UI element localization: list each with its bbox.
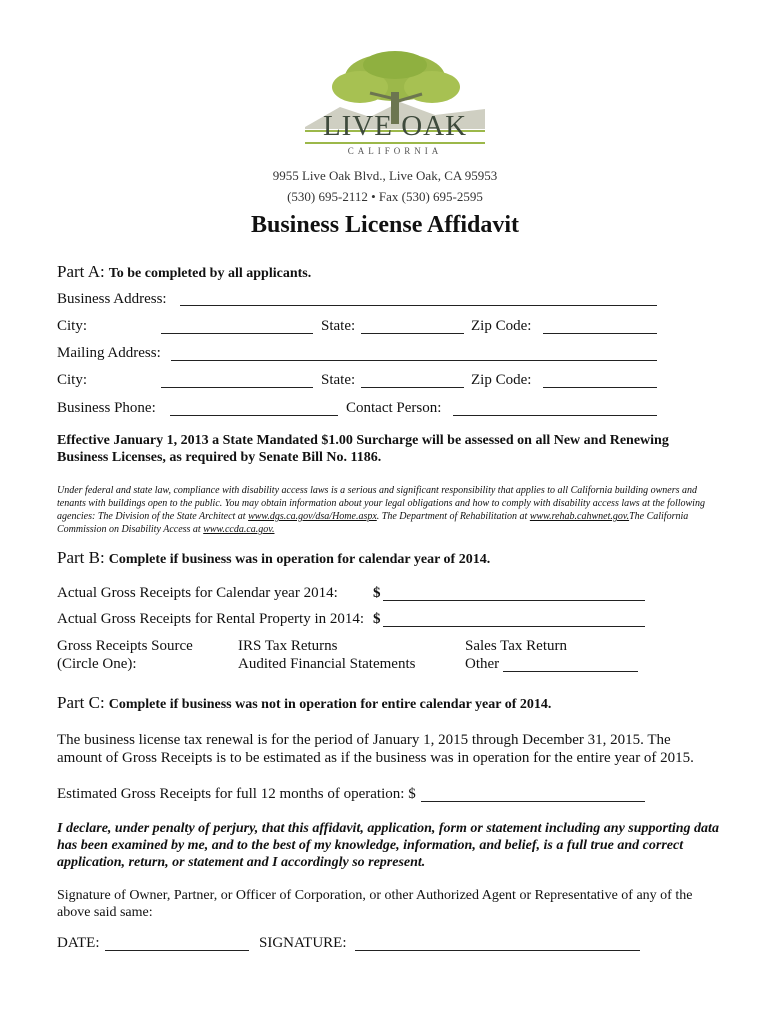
business-address-label: Business Address: <box>57 291 167 307</box>
part-c-paragraph-line-1: The business license tax renewal is for the period of January 1, 2015 through December 31, 2015. The <box>57 732 671 748</box>
part-c-heading <box>57 693 551 713</box>
city-label: City: <box>57 318 88 334</box>
zip-label: Zip Code: <box>471 318 532 334</box>
disability-text-3b: . The Department of Rehabilitation at <box>376 511 530 522</box>
receipts-2014-label: Actual Gross Receipts for Calendar year 2014: <box>57 585 338 601</box>
signature-label: SIGNATURE: <box>259 935 347 951</box>
ccda-link[interactable]: www.ccda.ca.gov. <box>203 524 275 535</box>
disability-text-4a: Commission on Disability Access at <box>57 524 204 535</box>
part-a-heading <box>57 262 311 282</box>
mailing-city-field[interactable] <box>161 387 313 388</box>
surcharge-notice-line-2: Business Licenses, as required by Senate Bill No. 1186. <box>57 450 382 465</box>
contact-person-label: Contact Person: <box>346 400 442 416</box>
disability-text-3a: agencies: The Division of the State Architect at <box>57 511 249 522</box>
option-audited-statements[interactable]: Audited Financial Statements <box>238 656 416 672</box>
option-irs-tax-returns[interactable]: IRS Tax Returns <box>238 638 338 654</box>
mailing-state-field[interactable] <box>361 387 464 388</box>
receipts-2014-field[interactable] <box>383 600 645 601</box>
state-field[interactable] <box>361 333 464 334</box>
part-c-label: Part C: <box>57 693 105 712</box>
phone-fax-line: (530) 695-2112 • Fax (530) 695-2595 <box>287 189 483 204</box>
rehab-link[interactable]: www.rehab.cahwnet.gov. <box>529 511 630 522</box>
option-other[interactable]: Other <box>465 656 500 672</box>
business-phone-label: Business Phone: <box>57 400 156 416</box>
address-line: 9955 Live Oak Blvd., Live Oak, CA 95953 <box>272 168 498 183</box>
business-phone-field[interactable] <box>170 415 338 416</box>
mailing-state-label: State: <box>321 372 356 388</box>
logo-title: LIVE OAK <box>322 110 468 142</box>
surcharge-notice-line-1: Effective January 1, 2013 a State Mandated $1.00 Surcharge will be assessed on all New and Renewing <box>57 433 669 448</box>
part-c-paragraph-line-2: amount of Gross Receipts is to be estimated as if the business was in operation for the entire year of 2015. <box>57 750 694 766</box>
estimated-receipts-label: Estimated Gross Receipts for full 12 months of operation: $ <box>57 786 416 802</box>
disability-notice-line-2: tenants with buildings open to the public. You may obtain information about your legal obligations and how to comply with disability access laws at the following <box>57 498 705 509</box>
disability-notice-line-3 <box>57 510 688 523</box>
part-a-description: To be completed by all applicants. <box>108 266 312 281</box>
logo-subtitle: CALIFORNIA <box>347 146 443 156</box>
signature-field[interactable] <box>355 950 640 951</box>
declaration-line-1: I declare, under penalty of perjury, that this affidavit, application, form or statement including any supporting data <box>57 821 719 836</box>
option-sales-tax-return[interactable]: Sales Tax Return <box>465 638 567 654</box>
disability-notice-line-4 <box>57 523 274 536</box>
declaration-line-3: application, return, or statement and I accordingly so represent. <box>57 855 426 870</box>
state-label: State: <box>321 318 356 334</box>
zip-field[interactable] <box>543 333 657 334</box>
declaration-line-2: has been examined by me, and to the best of my knowledge, information, and belief, is a full true and correct <box>57 838 684 853</box>
receipts-rental-dollar: $ <box>373 611 381 627</box>
other-field[interactable] <box>503 671 638 672</box>
mailing-address-field[interactable] <box>171 360 657 361</box>
contact-person-field[interactable] <box>453 415 657 416</box>
mailing-zip-field[interactable] <box>543 387 657 388</box>
receipts-rental-field[interactable] <box>383 626 645 627</box>
part-b-description: Complete if business was in operation for calendar year of 2014. <box>108 552 491 567</box>
business-address-field[interactable] <box>180 305 657 306</box>
logo-divider <box>305 142 485 144</box>
date-field[interactable] <box>105 950 249 951</box>
page-title: Business License Affidavit <box>250 212 520 238</box>
mailing-zip-label: Zip Code: <box>471 372 532 388</box>
city-field[interactable] <box>161 333 313 334</box>
source-label-2: (Circle One): <box>57 656 137 672</box>
signature-instruction-line-2: above said same: <box>57 905 153 920</box>
dsa-link[interactable]: www.dgs.ca.gov/dsa/Home.aspx <box>248 511 377 522</box>
source-label-1: Gross Receipts Source <box>57 638 193 654</box>
estimated-receipts-field[interactable] <box>421 801 645 802</box>
part-c-description: Complete if business was not in operation for entire calendar year of 2014. <box>108 697 552 712</box>
mailing-address-label: Mailing Address: <box>57 345 161 361</box>
part-b-heading <box>57 548 490 568</box>
receipts-rental-label: Actual Gross Receipts for Rental Property in 2014: <box>57 611 365 627</box>
disability-notice-line-1: Under federal and state law, compliance with disability access laws is a serious and significant responsibility that applies to all California building owners and <box>57 485 697 496</box>
date-label: DATE: <box>57 935 100 951</box>
part-a-label: Part A: <box>57 262 105 281</box>
receipts-2014-dollar: $ <box>373 585 381 601</box>
mailing-city-label: City: <box>57 372 88 388</box>
disability-text-3c: The California <box>629 511 689 522</box>
signature-instruction-line-1: Signature of Owner, Partner, or Officer of Corporation, or other Authorized Agent or Representative of any of the <box>57 888 693 903</box>
part-b-label: Part B: <box>57 548 105 567</box>
